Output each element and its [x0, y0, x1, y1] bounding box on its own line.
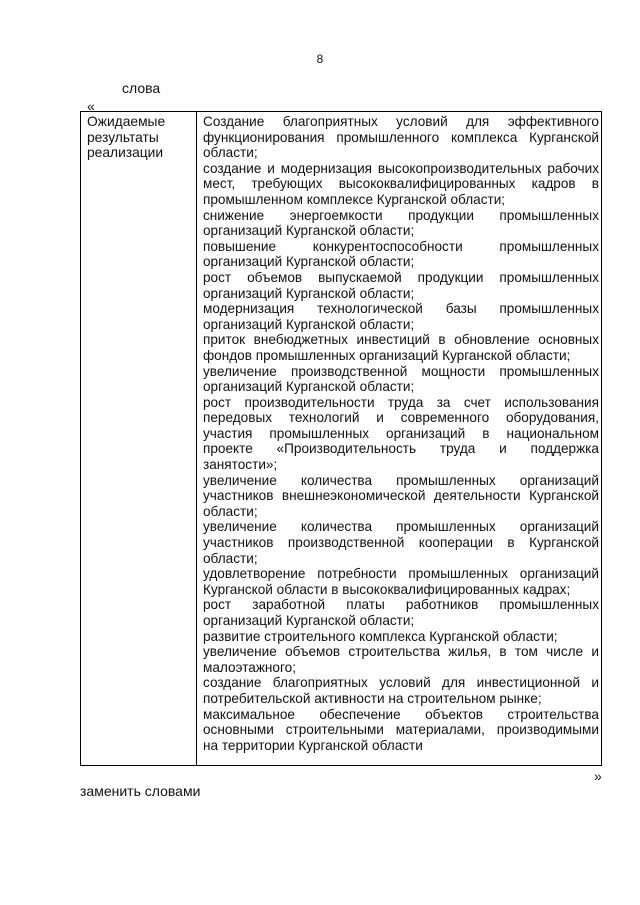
content-line: малоэтажного;: [203, 659, 296, 675]
content-line: на территории Курганской области: [203, 737, 423, 753]
content-line: занятости»;: [203, 457, 278, 473]
intro-text: слова: [122, 80, 161, 96]
content-line: увеличение объемов строительства жилья, в том числе и: [203, 644, 599, 660]
content-line: организаций Курганской области;: [203, 316, 415, 332]
content-line: области;: [203, 145, 258, 161]
content-line: промышленном комплексе Курганской области;: [203, 191, 506, 207]
content-line: рост объемов выпускаемой продукции промышленных: [203, 269, 599, 285]
opening-quote-mark: «: [87, 98, 95, 114]
content-line: повышение конкурентоспособности промышленных: [203, 238, 599, 254]
content-line: развитие строительного комплекса Курганской области;: [203, 628, 558, 644]
content-line: организаций Курганской области;: [203, 223, 415, 239]
content-line: увеличение производственной мощности промышленных: [203, 363, 599, 379]
content-line: потребительской активности на строительном рынке;: [203, 690, 542, 706]
content-line: участия промышленных организаций в национальном: [203, 425, 599, 441]
content-line: удовлетворение потребности промышленных организаций: [203, 566, 599, 582]
content-line: организаций Курганской области;: [203, 285, 415, 301]
label-line: результаты: [87, 129, 159, 145]
content-line: увеличение количества промышленных организаций: [203, 472, 599, 488]
content-line: организаций Курганской области;: [203, 379, 415, 395]
content-line: области;: [203, 503, 258, 519]
content-line: Курганской области в высококвалифицированных кадрах;: [203, 581, 571, 597]
column-divider: [196, 112, 197, 765]
table-label-cell: [87, 114, 192, 161]
content-line: модернизация технологической базы промышленных: [203, 301, 599, 317]
content-line: фондов промышленных организаций Курганской области;: [203, 347, 571, 363]
closing-quote-mark: »: [594, 768, 602, 784]
content-line: передовых технологий и современного оборудования,: [203, 410, 599, 426]
content-line: рост заработной платы работников промышленных: [203, 597, 599, 613]
content-line: области;: [203, 550, 258, 566]
content-line: максимальное обеспечение объектов строительства: [203, 706, 599, 722]
content-line: проекте «Производительность труда и поддержка: [203, 441, 599, 457]
content-line: организаций Курганской области;: [203, 254, 415, 270]
content-line: создание благоприятных условий для инвестиционной и: [203, 675, 599, 691]
results-table: [80, 111, 602, 766]
content-line: рост производительности труда за счет использования: [203, 394, 599, 410]
label-line: Ожидаемые: [87, 114, 166, 129]
content-line: снижение энергоемкости продукции промышленных: [203, 207, 599, 223]
page-number: 8: [316, 52, 324, 66]
content-line: основными строительными материалами, производимыми: [203, 722, 599, 738]
table-content-cell: [203, 114, 599, 753]
label-line: реализации: [87, 145, 164, 161]
content-line: Создание благоприятных условий для эффективного: [203, 114, 599, 129]
content-line: организаций Курганской области;: [203, 613, 415, 628]
content-line: участников производственной кооперации в Курганской: [203, 535, 599, 551]
content-line: приток внебюджетных инвестиций в обновление основных: [203, 332, 599, 348]
outro-text: заменить словами: [80, 783, 201, 799]
content-line: участников внешнеэкономической деятельности Курганской: [203, 488, 599, 504]
content-line: функционирования промышленного комплекса Курганской: [203, 129, 599, 145]
content-line: создание и модернизация высокопроизводительных рабочих: [203, 160, 599, 176]
content-line: увеличение количества промышленных организаций: [203, 519, 599, 535]
content-line: мест, требующих высококвалифицированных кадров в: [203, 176, 599, 192]
